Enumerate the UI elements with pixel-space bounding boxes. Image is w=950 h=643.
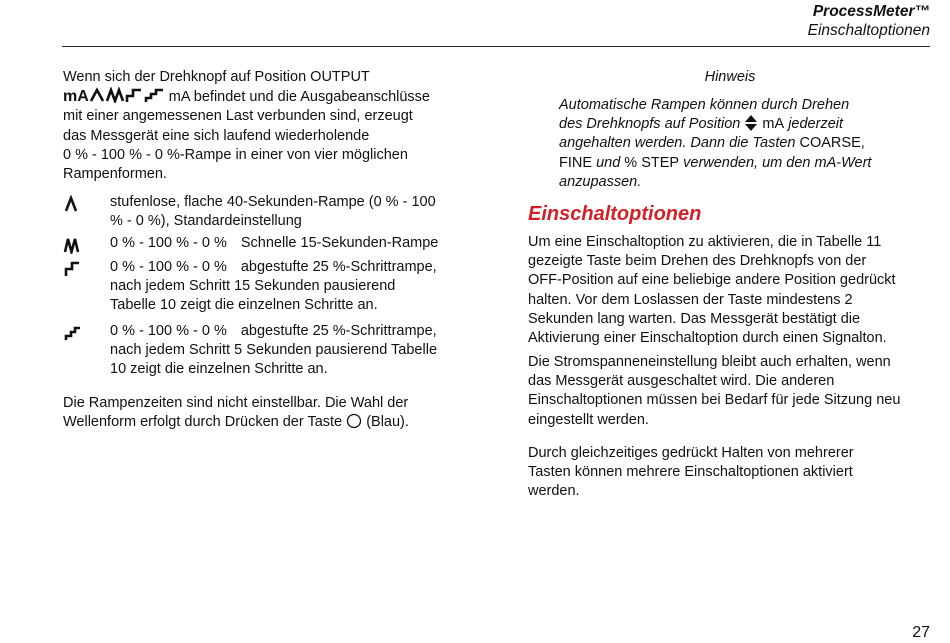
intro-line: 0 % - 100 % - 0 %-Rampe in einer von vier möglichen (63, 146, 408, 163)
section-paragraph-1 (528, 233, 932, 348)
fast-ramp-icon (63, 236, 87, 254)
ramp-range: 0 % - 100 % - 0 % (110, 259, 227, 275)
closing-text: Wellenform erfolgt durch Drücken der Taste (63, 414, 343, 431)
note-title: Hinweis (704, 69, 756, 85)
note-line: anzupassen. (559, 173, 642, 190)
ramp-step15-description (110, 258, 470, 316)
section-paragraph-3 (528, 444, 932, 502)
note-text: und (596, 154, 621, 171)
section-heading: Einschaltoptionen (528, 203, 702, 225)
note-line: Automatische Rampen können durch Drehen (559, 97, 850, 113)
paragraph-line: Die Stromspanneneinstellung bleibt auch erhalten, wenn (528, 354, 891, 370)
ramp-symbols-icon (89, 87, 165, 103)
ramp-text: nach jedem Schritt 5 Sekunden pausierend Tabelle (110, 342, 438, 359)
paragraph-line: OFF-Position auf eine beliebige andere Position gedrückt (528, 272, 896, 289)
paragraph-line: Aktivierung einer Einschaltoption durch einen Signalton. (528, 330, 887, 347)
paragraph-line: das Messgerät ausgeschaltet wird. Die anderen (528, 373, 835, 390)
header-subtitle: Einschaltoptionen (807, 22, 930, 39)
intro-line-rest: mA befindet und die Ausgabeanschlüsse (164, 89, 431, 106)
paragraph-line: Sekunden lang warten. Das Messgerät bestätigt die (528, 310, 861, 327)
note-text: jederzeit (788, 116, 844, 133)
ramp-fast-description (110, 234, 470, 253)
ramp-text: 10 zeigt die einzelnen Schritte an. (110, 361, 328, 378)
paragraph-line: Tasten können mehrere Einschaltoptionen aktiviert (528, 464, 853, 481)
ramp-text: Tabelle 10 zeigt die einzelnen Schritte an. (110, 297, 378, 314)
note-text: angehalten werden. Dann die Tasten (559, 135, 796, 152)
note-body (559, 96, 931, 192)
step-ramp-5-icon (63, 323, 87, 341)
slow-ramp-icon (63, 195, 87, 213)
paragraph-line: halten. Vor dem Loslassen der Taste mindestens 2 (528, 291, 853, 308)
up-down-arrow-icon (744, 115, 758, 131)
note-text: FINE (559, 154, 593, 171)
ramp-text: nach jedem Schritt 15 Sekunden pausierend (110, 278, 396, 295)
ramp-range: 0 % - 100 % - 0 % (110, 323, 227, 339)
intro-line: Rampenformen. (63, 166, 167, 183)
paragraph-line: gezeigte Taste beim Drehen des Drehknopfs von der (528, 253, 867, 270)
intro-line: mit einer angemessenen Last verbunden sind, erzeugt (63, 108, 413, 125)
ramp-step5-description (110, 322, 470, 380)
ramp-text: abgestufte 25 %-Schrittrampe, (240, 259, 437, 275)
step-ramp-15-icon (63, 259, 87, 277)
header-title: ProcessMeter™ (812, 3, 930, 20)
ramp-text: abgestufte 25 %-Schrittrampe, (240, 323, 437, 339)
note-text: COARSE, (799, 135, 865, 152)
note-line (559, 154, 931, 173)
intro-line-symbols (63, 87, 463, 107)
closing-line (63, 413, 463, 432)
intro-line: das Messgerät eine sich laufend wiederholende (63, 127, 370, 144)
intro-line: Wenn sich der Drehknopf auf Position OUTPUT (63, 69, 370, 85)
ramp-text: % - 0 %), Standardeinstellung (110, 213, 302, 230)
note-text: verwenden, um den mA-Wert (683, 154, 872, 171)
note-line (559, 115, 931, 134)
paragraph-line: werden. (528, 483, 580, 500)
intro-paragraph (63, 68, 463, 184)
ramp-text: Schnelle 15-Sekunden-Rampe (240, 235, 439, 251)
header-rule (62, 46, 930, 47)
ramp-slow-description (110, 193, 470, 231)
closing-paragraph (63, 394, 463, 432)
ramp-range: 0 % - 100 % - 0 % (110, 235, 227, 251)
paragraph-line: Einschaltoptionen müssen bei Bedarf für jede Sitzung neu (528, 392, 901, 409)
paragraph-line: Durch gleichzeitiges gedrückt Halten von mehrerer (528, 445, 854, 461)
ma-label: mA (63, 88, 89, 106)
paragraph-line: eingestellt werden. (528, 411, 649, 428)
page-number: 27 (912, 624, 930, 641)
blue-button-circle-icon (346, 413, 362, 429)
ramp-text: stufenlose, flache 40-Sekunden-Rampe (0 % - 100 (110, 194, 436, 210)
section-paragraph-2 (528, 353, 932, 430)
closing-text: (Blau). (366, 414, 409, 431)
note-text: mA (762, 116, 785, 133)
note-text: des Drehknopfs auf Position (559, 116, 741, 133)
note-text: % STEP (624, 154, 680, 171)
note-line (559, 134, 931, 153)
closing-line: Die Rampenzeiten sind nicht einstellbar. Die Wahl der (63, 395, 409, 411)
paragraph-line: Um eine Einschaltoption zu aktivieren, die in Tabelle 11 (528, 234, 882, 250)
